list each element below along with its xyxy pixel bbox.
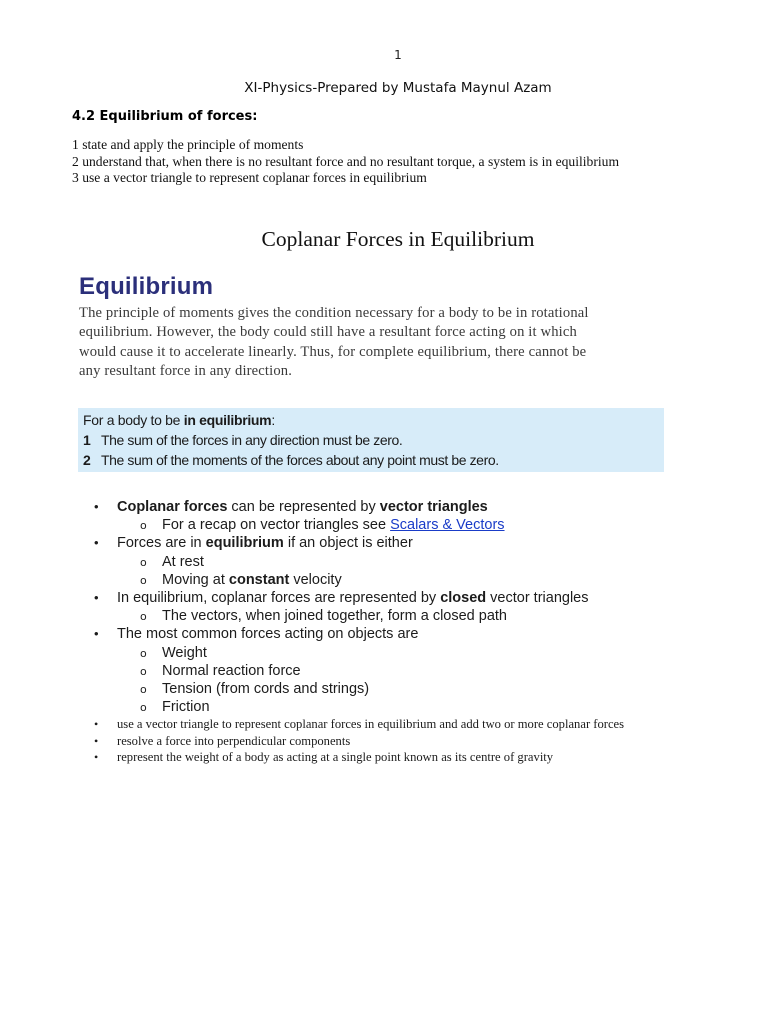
- excerpt-line: The principle of moments gives the condition necessary for a body to be in rotational: [79, 305, 589, 321]
- text: For a recap on vector triangles see: [162, 517, 391, 534]
- circle-bullet-icon: o: [140, 646, 147, 660]
- circle-bullet-icon: o: [140, 683, 147, 697]
- bullet-icon: •: [94, 535, 99, 551]
- textbook-excerpt-image: [72, 268, 692, 478]
- objective-item: 1 state and apply the principle of moments: [72, 137, 304, 152]
- excerpt-heading: Equilibrium: [79, 273, 214, 300]
- bullet-icon: •: [94, 750, 99, 765]
- conditions-intro: [83, 412, 275, 428]
- circle-bullet-icon: o: [140, 555, 147, 569]
- sub-list-item: [92, 662, 752, 680]
- equilibrium-conditions-box: [78, 408, 664, 472]
- text: At rest: [162, 553, 204, 570]
- excerpt-line: would cause it to accelerate linearly. Thus, for complete equilibrium, there cannot be: [79, 343, 587, 360]
- condition-rule: [83, 452, 499, 468]
- document-header: XI-Physics-Prepared by Mustafa Maynul Azam: [244, 80, 552, 96]
- learning-objectives: [72, 137, 732, 187]
- bold-text: vector triangles: [379, 499, 488, 515]
- sub-list-item: [92, 680, 752, 698]
- bold-text: Coplanar forces: [117, 499, 228, 515]
- circle-bullet-icon: o: [140, 701, 147, 715]
- text: velocity: [289, 571, 342, 588]
- list-item: [92, 534, 752, 552]
- text: Weight: [162, 644, 207, 661]
- text: Tension (from cords and strings): [162, 681, 370, 698]
- text: if an object is either: [283, 535, 413, 552]
- sub-list-item: [92, 607, 752, 625]
- sub-list-item: [92, 644, 752, 662]
- bold-text: closed: [440, 590, 487, 607]
- list-item: [92, 733, 752, 750]
- text: resolve a force into perpendicular components: [117, 733, 351, 748]
- rule-number: 1: [83, 432, 91, 448]
- text: Moving at: [162, 571, 229, 588]
- sub-list-item: [92, 553, 752, 571]
- excerpt-paragraph: [79, 304, 689, 381]
- circle-bullet-icon: o: [140, 610, 147, 624]
- text: can be represented by: [227, 499, 380, 515]
- objective-item: 2 understand that, when there is no resultant force and no resultant torque, a system is in equilibrium: [72, 153, 620, 169]
- circle-bullet-icon: o: [140, 573, 147, 587]
- text: use a vector triangle to represent coplanar forces in equilibrium and add two or more coplanar forces: [117, 717, 625, 732]
- sub-list-item: [92, 516, 752, 534]
- bullet-icon: •: [94, 717, 99, 732]
- list-item: [92, 625, 752, 643]
- text: vector triangles: [486, 590, 589, 607]
- list-item: [92, 498, 752, 516]
- text: Forces are in: [117, 535, 206, 552]
- objective-item: 3 use a vector triangle to represent coplanar forces in equilibrium: [72, 170, 427, 185]
- rule-text: The sum of the moments of the forces about any point must be zero.: [101, 452, 499, 468]
- excerpt-line: equilibrium. However, the body could still have a resultant force acting on it which: [79, 324, 577, 341]
- intro-colon: :: [271, 412, 275, 428]
- main-title: Coplanar Forces in Equilibrium: [261, 227, 535, 251]
- text: Friction: [162, 699, 210, 716]
- list-item: [92, 716, 752, 733]
- bold-text: constant: [228, 571, 290, 588]
- bullet-icon: •: [94, 626, 99, 642]
- text: The most common forces acting on objects are: [117, 626, 419, 643]
- bullet-icon: •: [94, 733, 99, 748]
- sub-list-item: [92, 698, 752, 716]
- rule-text: The sum of the forces in any direction must be zero.: [101, 432, 403, 448]
- bullet-icon: •: [94, 590, 99, 606]
- intro-bold-text: in equilibrium: [183, 412, 272, 428]
- circle-bullet-icon: o: [140, 664, 147, 678]
- excerpt-line: any resultant force in any direction.: [79, 362, 293, 379]
- condition-rule: [83, 432, 402, 448]
- text: In equilibrium, coplanar forces are represented by: [117, 590, 441, 607]
- bullet-list: [92, 498, 752, 766]
- scalars-vectors-link[interactable]: Scalars & Vectors: [390, 517, 505, 534]
- section-heading: 4.2 Equilibrium of forces:: [72, 109, 258, 124]
- circle-bullet-icon: o: [140, 519, 147, 533]
- sub-list-item: [92, 571, 752, 589]
- text: represent the weight of a body as acting at a single point known as its centre of gravity: [117, 750, 554, 765]
- text: Normal reaction force: [162, 662, 301, 679]
- list-item: [92, 749, 752, 766]
- page-number: 1: [394, 48, 402, 62]
- rule-number: 2: [83, 452, 91, 468]
- intro-text: For a body to be: [83, 412, 184, 428]
- bold-text: equilibrium: [205, 535, 284, 552]
- text: The vectors, when joined together, form a closed path: [162, 608, 507, 625]
- list-item: [92, 589, 752, 607]
- bullet-icon: •: [94, 499, 99, 514]
